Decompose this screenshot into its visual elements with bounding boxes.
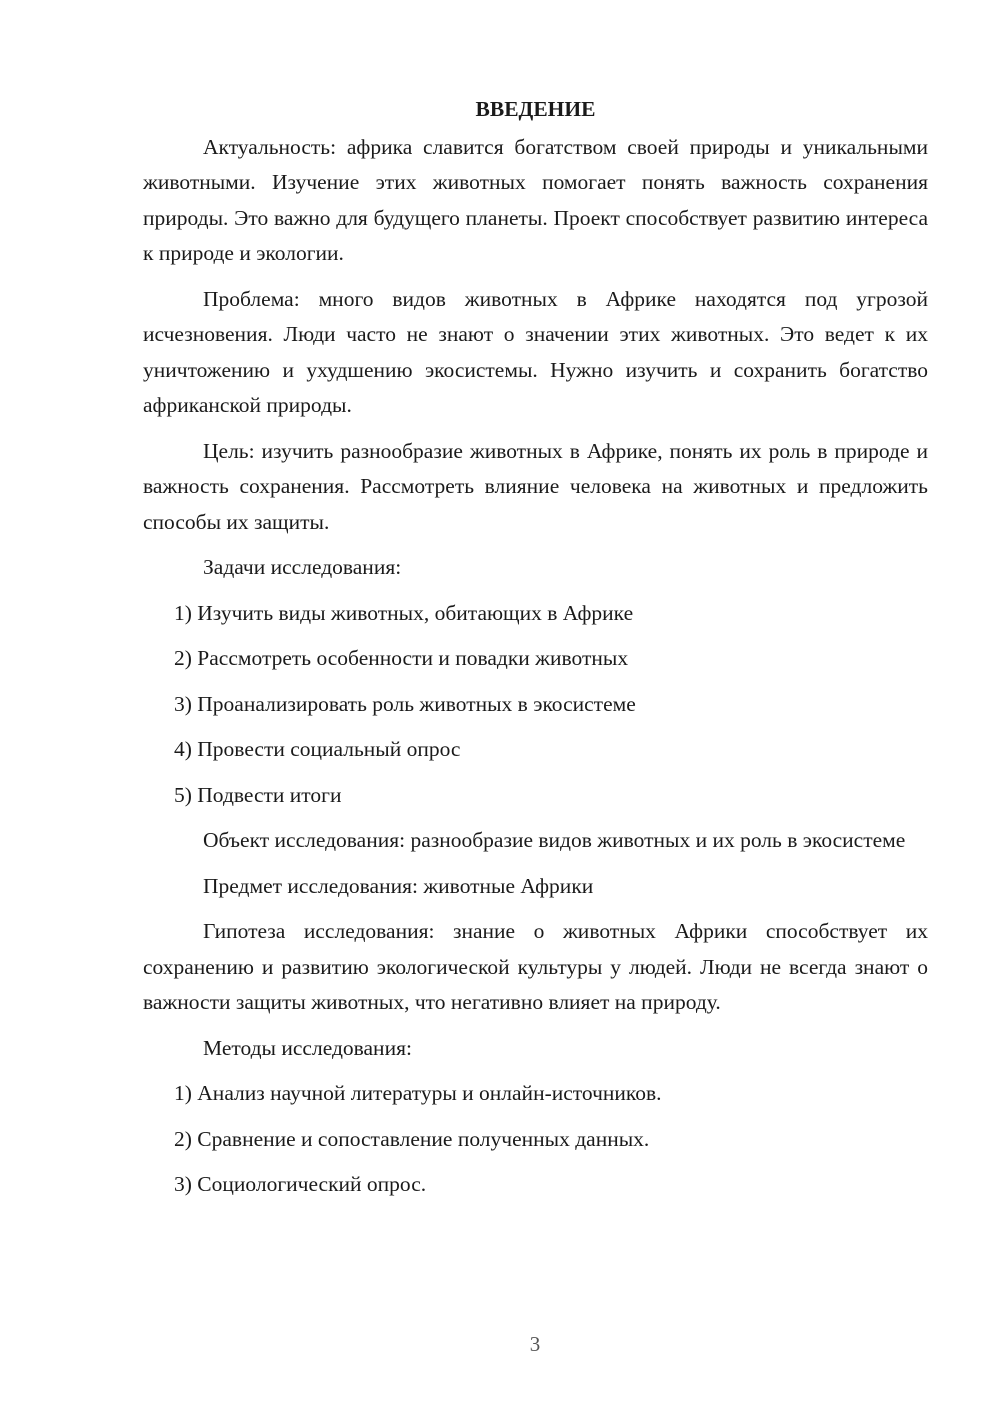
document-body xyxy=(143,92,928,1213)
list-item: 4) Провести социальный опрос xyxy=(174,737,461,761)
goal-paragraph: Цель: изучить разнообразие животных в Африке, понять их роль в природе и важность сохранения. Рассмотреть влияние человека на животных и предложить способы их защиты. xyxy=(143,438,928,534)
section-title: ВВЕДЕНИЕ xyxy=(475,97,596,121)
list-item: 3) Социологический опрос. xyxy=(174,1172,427,1196)
list-item: 2) Рассмотреть особенности и повадки животных xyxy=(174,646,629,670)
methods-heading: Методы исследования: xyxy=(203,1035,412,1060)
list-item: 1) Анализ научной литературы и онлайн-источников. xyxy=(174,1081,662,1105)
list-item: 5) Подвести итоги xyxy=(174,782,342,807)
object-paragraph: Объект исследования: разнообразие видов животных и их роль в экосистеме xyxy=(203,828,906,852)
hypothesis-paragraph: Гипотеза исследования: знание о животных Африки способствует их сохранению и развитию экологической культуры у людей. Люди не всегда знают о важности защиты животных, что негативно влияет на природу. xyxy=(143,919,928,1014)
list-item: 1) Изучить виды животных, обитающих в Африке xyxy=(174,600,634,625)
tasks-list xyxy=(143,596,928,814)
list-item: 3) Проанализировать роль животных в экосистеме xyxy=(174,691,636,716)
page-number: 3 xyxy=(529,1332,541,1356)
relevance-paragraph: Актуальность: африка славится богатством своей природы и уникальными животными. Изучение этих животных помогает понять важность сохранения природы. Это важно для будущего планеты. Проект способствует развитию интереса к природе и экологии. xyxy=(143,134,928,265)
problem-paragraph: Проблема: много видов животных в Африке находятся под угрозой исчезновения. Люди часто не знают о значении этих животных. Это ведет к их уничтожению и ухудшению экосистемы. Нужно изучить и сохранить богатство африканской природы. xyxy=(143,286,928,417)
methods-list xyxy=(143,1076,928,1203)
subject-paragraph: Предмет исследования: животные Африки xyxy=(203,873,594,898)
tasks-heading: Задачи исследования: xyxy=(203,555,402,579)
list-item: 2) Сравнение и сопоставление полученных данных. xyxy=(174,1126,650,1151)
